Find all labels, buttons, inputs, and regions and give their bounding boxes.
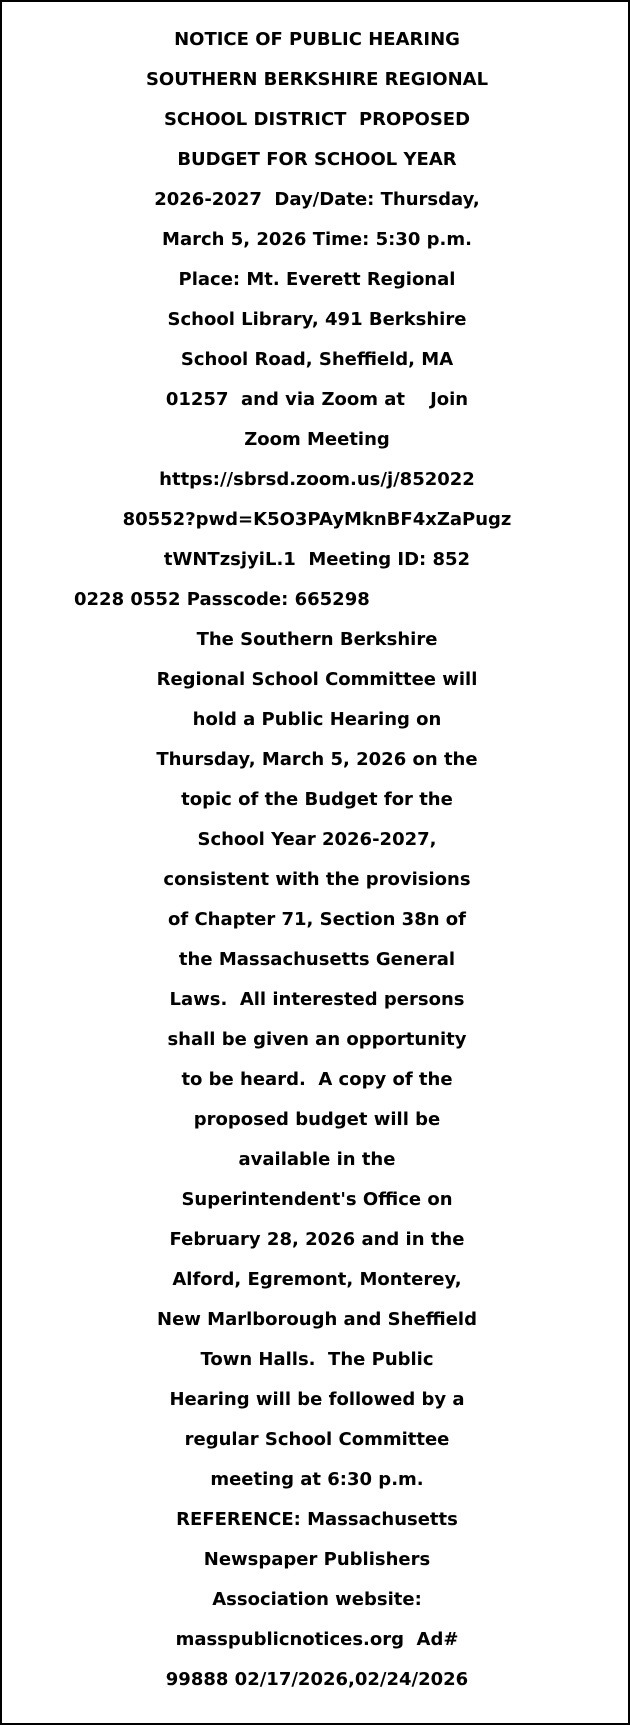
- paragraph-line-16: February 28, 2026 and in the: [169, 1229, 465, 1250]
- paragraph-line-7: consistent with the provisions: [163, 869, 471, 890]
- paragraph-line-8: of Chapter 71, Section 38n of: [167, 909, 467, 930]
- publishers-line: Newspaper Publishers: [203, 1549, 431, 1570]
- district-proposed-line: SCHOOL DISTRICT PROPOSED: [163, 109, 471, 130]
- library-address-line: School Library, 491 Berkshire: [167, 309, 467, 330]
- paragraph-line-11: shall be given an opportunity: [167, 1029, 467, 1050]
- day-date-line: 2026-2027 Day/Date: Thursday,: [154, 189, 480, 210]
- paragraph-line-19: Town Halls. The Public: [200, 1349, 434, 1370]
- budget-title-line: BUDGET FOR SCHOOL YEAR: [177, 149, 457, 170]
- paragraph-line-13: proposed budget will be: [193, 1109, 441, 1130]
- paragraph-line-4: Thursday, March 5, 2026 on the: [156, 749, 478, 770]
- district-name-line: SOUTHERN BERKSHIRE REGIONAL: [145, 69, 489, 90]
- meeting-id-line: tWNTzsjyiL.1 Meeting ID: 852: [163, 549, 471, 570]
- paragraph-line-15: Superintendent's Office on: [181, 1189, 453, 1210]
- paragraph-line-21: regular School Committee: [184, 1429, 450, 1450]
- paragraph-line-3: hold a Public Hearing on: [192, 709, 442, 730]
- place-line: Place: Mt. Everett Regional: [178, 269, 456, 290]
- paragraph-line-17: Alford, Egremont, Monterey,: [172, 1269, 462, 1290]
- paragraph-line-1: The Southern Berkshire: [196, 629, 438, 650]
- website-ad-line: masspublicnotices.org Ad#: [175, 1629, 459, 1650]
- paragraph-line-22: meeting at 6:30 p.m.: [210, 1469, 424, 1490]
- passcode-line: 0228 0552 Passcode: 665298: [74, 589, 370, 610]
- school-road-line: School Road, Sheffield, MA: [180, 349, 454, 370]
- ad-dates-line: 99888 02/17/2026,02/24/2026: [165, 1669, 469, 1690]
- zoom-url-line-2: 80552?pwd=K5O3PAyMknBF4xZaPugz: [122, 509, 512, 530]
- paragraph-line-18: New Marlborough and Sheffield: [157, 1309, 477, 1330]
- paragraph-line-6: School Year 2026-2027,: [197, 829, 437, 850]
- zip-zoom-line: 01257 and via Zoom at Join: [165, 389, 469, 410]
- notice-title-line: NOTICE OF PUBLIC HEARING: [174, 29, 460, 50]
- paragraph-line-10: Laws. All interested persons: [169, 989, 465, 1010]
- association-line: Association website:: [212, 1589, 422, 1610]
- paragraph-line-9: the Massachusetts General: [178, 949, 456, 970]
- paragraph-line-5: topic of the Budget for the: [181, 789, 453, 810]
- paragraph-line-14: available in the: [238, 1149, 396, 1170]
- notice-body: [2, 20, 630, 1700]
- reference-line: REFERENCE: Massachusetts: [176, 1509, 458, 1530]
- zoom-url-line-1: https://sbrsd.zoom.us/j/852022: [159, 469, 475, 490]
- date-time-line: March 5, 2026 Time: 5:30 p.m.: [162, 229, 472, 250]
- paragraph-line-12: to be heard. A copy of the: [181, 1069, 453, 1090]
- zoom-meeting-line: Zoom Meeting: [244, 429, 390, 450]
- paragraph-line-2: Regional School Committee will: [156, 669, 478, 690]
- paragraph-line-20: Hearing will be followed by a: [169, 1389, 465, 1410]
